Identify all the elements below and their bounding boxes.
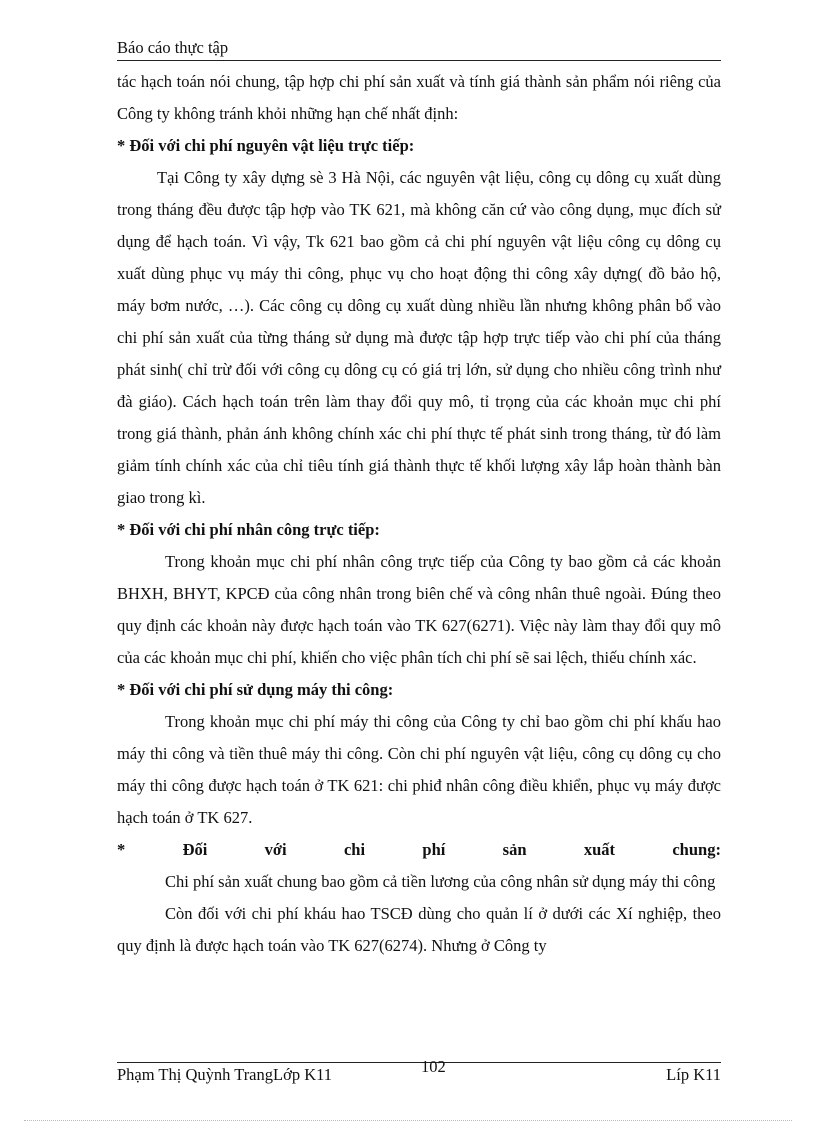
section-heading-labor: * Đối với chi phí nhân công trực tiếp: [117, 520, 380, 539]
heading-word: Đối [182, 840, 208, 859]
footer-class: Líp K11 [666, 1065, 721, 1084]
document-body [117, 66, 721, 962]
section-heading-materials: * Đối với chi phí nguyên vật liệu trực tiếp: [117, 136, 415, 155]
section-heading-overhead [117, 834, 721, 866]
page-number: 102 [421, 1057, 446, 1076]
footer-author: Phạm Thị Quỳnh TrangLớp K11 [117, 1065, 332, 1084]
heading-word: phí [422, 840, 446, 859]
heading-word: chi [343, 840, 366, 859]
section-heading-machinery: * Đối với chi phí sử dụng máy thi công: [117, 680, 394, 699]
heading-word: chung: [672, 840, 721, 859]
page-header [117, 38, 721, 61]
paragraph-overhead: Chi phí sản xuất chung bao gồm cả tiền lương của công nhân sử dụng máy thi công [165, 872, 716, 891]
heading-word: với [264, 840, 287, 859]
heading-word: sản [502, 840, 527, 859]
heading-word: xuất [583, 840, 616, 859]
heading-word: * [117, 840, 126, 859]
page-edge-divider [24, 1120, 792, 1121]
paragraph-machinery: Trong khoản mục chi phí máy thi công của Công ty chỉ bao gồm chi phí khấu hao máy thi công và tiền thuê máy thi công. Còn chi phí nguyên vật liệu, công cụ dông cụ cho máy thi công được hạch toán ở TK 621: chi phiđ nhân công điều khiển, phục vụ máy được hạch toán ở TK 627. [117, 712, 721, 827]
page-footer [117, 1057, 721, 1087]
paragraph-materials: Tại Công ty xây dựng sè 3 Hà Nội, các nguyên vật liệu, công cụ dông cụ xuất dùng trong tháng đều được tập hợp vào TK 621, mà không căn cứ vào công dụng, mục đích sử dụng để hạch toán. Vì vậy, Tk 621 bao gồm cả chi phí nguyên vật liệu công cụ dông cụ xuất dùng phục vụ máy thi công, phục vụ cho hoạt động thi công xây dựng( đồ bảo hộ, máy bơm nước, …). Các công cụ dông cụ xuất dùng nhiều lần nhưng không phân bổ vào chi phí sản xuất của từng tháng sử dụng mà được tập hợp trực tiếp vào chi phí của tháng phát sinh( chỉ trừ đối với công cụ dông cụ có giá trị lớn, sử dụng cho nhiều công trình như đà giáo). Cách hạch toán trên làm thay đổi quy mô, tỉ trọng của các khoản mục chi phí trong giá thành, phản ánh không chính xác chi phí thực tế phát sinh trong tháng, từ đó làm giảm tính chính xác của chỉ tiêu tính giá thành thực tế khối lượng xây lắp hoàn thành bàn giao trong kì. [117, 168, 721, 507]
paragraph-labor: Trong khoản mục chi phí nhân công trực tiếp của Công ty bao gồm cả các khoản BHXH, BHYT, KPCĐ của công nhân trong biên chế và công nhân thuê ngoài. Đúng theo quy định các khoản này được hạch toán vào TK 627(6271). Việc này làm thay đổi quy mô của các khoản mục chi phí, khiến cho việc phân tích chi phí sẽ sai lệch, thiếu chính xác. [117, 552, 721, 667]
intro-paragraph: tác hạch toán nói chung, tập hợp chi phí sản xuất và tính giá thành sản phẩm nói riêng của Công ty không tránh khỏi những hạn chế nhất định: [117, 72, 721, 123]
paragraph-depreciation: Còn đối với chi phí kháu hao TSCĐ dùng cho quản lí ở dưới các Xí nghiệp, theo quy định là được hạch toán vào TK 627(6274). Nhưng ở Công ty [117, 904, 721, 955]
header-title: Báo cáo thực tập [117, 38, 229, 57]
